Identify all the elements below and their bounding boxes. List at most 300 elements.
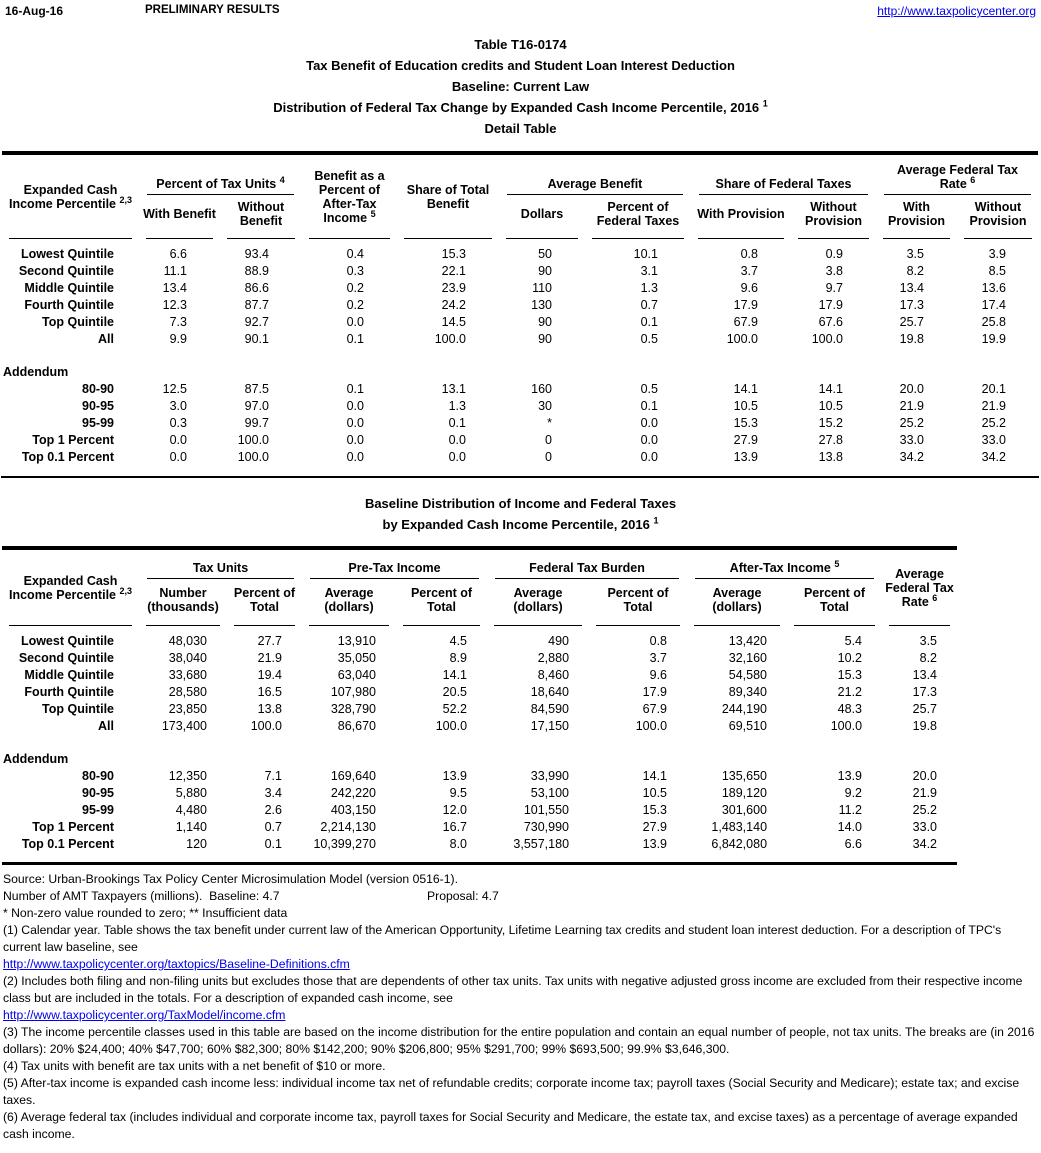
cell-value: 21.9 [912,786,938,800]
table-row [2,701,957,718]
cell-value: 67.9 [642,702,668,716]
cell-value: 4,480 [175,803,207,817]
cell-value: 86.6 [244,281,269,295]
cell-value: 21.9 [257,651,282,665]
cell-value: 10.1 [633,247,658,261]
row-label: Second Quintile [18,651,114,665]
cell-value: 10,399,270 [313,837,376,851]
cell-value: 35,050 [337,651,376,665]
cell-value: 12.3 [162,298,187,312]
cell-value: 14.0 [837,820,863,834]
table-row [2,684,957,701]
footnote-1: (1) Calendar year. Table shows the tax benefit under current law of the American Opportunity, Lifetime Learning tax credits and student loan interest deduction. For a description of TPC's current law baseline, see [3,923,1002,954]
cell-value: 100.0 [434,332,466,346]
cell-value: 13.4 [899,281,924,295]
footnote-ref: 1 [762,98,768,109]
cell-value: 0.8 [740,247,758,261]
cell-value: 0.0 [346,315,364,329]
baseline-title: Baseline: Current Law [451,79,590,94]
addendum-label: Addendum [3,365,69,379]
row-label: Lowest Quintile [20,634,114,648]
amt-proposal: Proposal: 4.7 [427,889,499,903]
cell-value: 12.0 [442,803,468,817]
cell-value: 9.9 [169,332,187,346]
table-row [2,768,957,785]
cell-value: 19.4 [257,668,282,682]
cell-value: 490 [548,634,570,648]
table-row [2,836,957,853]
cell-value: 9.2 [844,786,863,800]
table-row [2,667,957,684]
cell-value: 93.4 [244,247,269,261]
cell-value: 1,483,140 [711,820,768,834]
cell-value: 8.2 [919,651,938,665]
cell-value: 0.7 [264,820,282,834]
cell-value: 16.5 [257,685,282,699]
header-after-tax-income: After-Tax Income $^5$ [687,550,882,579]
cell-value: 3.5 [919,634,938,648]
row-label: All [98,719,114,733]
header-without-provision: Without Provision [791,195,876,239]
cell-value: 15.2 [818,416,843,430]
cell-value: 100.0 [237,433,269,447]
detail-table-title: Detail Table [484,121,557,136]
cell-value: 3.5 [906,247,924,261]
cell-value: 0.1 [346,382,364,396]
cell-value: 169,640 [330,769,376,783]
cell-value: 13.9 [733,450,758,464]
cell-value: 90 [538,264,552,278]
cell-value: 5.4 [844,634,863,648]
cell-value: 0.0 [346,399,364,413]
cell-value: 13.1 [441,382,466,396]
cell-value: 89,340 [728,685,768,699]
table1-body [2,239,1039,348]
cell-value: 0.1 [264,837,282,851]
cell-value: 15.3 [837,668,863,682]
cell-value: 0.9 [825,247,843,261]
cell-value: 19.8 [912,719,938,733]
cell-value: 0.0 [640,433,658,447]
row-label: All [98,332,114,346]
cell-value: 13.9 [642,837,668,851]
cell-value: 120 [186,837,207,851]
footnote-5: (5) After-tax income is expanded cash income less: individual income tax net of refundable credits; corporate income tax; payroll taxes (Social Security and Medicare); estate tax; and excise taxes. [3,1076,1020,1107]
row-label: Fourth Quintile [24,685,114,699]
cell-value: 21.9 [981,399,1006,413]
cell-value: 97.0 [244,399,269,413]
cell-value: 0.3 [346,264,364,278]
table-row [2,314,1039,331]
table-row [2,280,1039,297]
cell-value: 25.7 [899,315,924,329]
header-with-benefit: With Benefit [139,195,220,239]
header-tax-units: Tax Units [139,550,302,579]
cell-value: 1.3 [448,399,466,413]
cell-value: 14.5 [441,315,466,329]
table-row [2,650,957,667]
table-row [2,297,1039,314]
amt-note: Number of AMT Taxpayers (millions). Baseline: 4.7 Proposal: 4.7 [3,889,499,903]
cell-value: 8.2 [906,264,924,278]
cell-value: 9.6 [740,281,758,295]
header-average-federal-tax-rate: Average Federal Tax Rate $^6$ [876,155,1039,195]
footnote-2: (2) Includes both filing and non-filing units but excludes those that are dependents of other tax units. Tax units with negative adjusted gross income are excluded from their respective income class but are included in the totals. For a description of expanded cash income, see [3,974,1023,1005]
table-row [2,432,1039,449]
row-label: 90-95 [82,399,114,413]
cell-value: 24.2 [441,298,466,312]
cell-value: 100.0 [811,332,843,346]
cell-value: 67.9 [733,315,758,329]
cell-value: 34.2 [899,450,924,464]
cell-value: 10.5 [733,399,758,413]
header-average-benefit: Average Benefit [499,155,691,195]
row-label: 95-99 [82,803,114,817]
cell-value: 11.1 [163,264,187,278]
cell-value: 18,640 [530,685,570,699]
row-label: Middle Quintile [24,668,114,682]
cell-value: 87.7 [244,298,269,312]
table-id-title: Table T16-0174 [474,37,567,52]
cell-value: 20.1 [981,382,1006,396]
table-row [2,398,1039,415]
cell-value: 17.9 [642,685,668,699]
cell-value: 17,150 [530,719,570,733]
cell-value: 101,550 [523,803,570,817]
header-percent-of-total: Percent of Total [227,579,302,626]
cell-value: 0.5 [640,332,658,346]
cell-value: 12,350 [168,769,207,783]
cell-value: 15.3 [642,803,668,817]
cell-value: 173,400 [161,719,207,733]
header-with-provision: With Provision [691,195,791,239]
cell-value: 30 [538,399,552,413]
cell-value: 27.9 [733,433,758,447]
cell-value: 54,580 [728,668,768,682]
footnote-3: (3) The income percentile classes used in this table are based on the income distribution for the entire population and contain an equal number of people, not tax units. The breaks are (in 2016 dollars): 20% $24,400; 40% $47,700; 60% $82,300; 80% $142,200; 90% $206,800; 95% $291,700; 99% $693,500; 99.9% $3,646,300. [3,1025,1035,1056]
row-label: Second Quintile [18,264,114,278]
cell-value: 17.3 [899,298,924,312]
row-label: Top Quintile [42,702,114,716]
baseline-table [2,550,957,853]
cell-value: 0.5 [640,382,658,396]
cell-value: 48,030 [168,634,207,648]
table-row [2,331,1039,348]
cell-value: 403,150 [330,803,376,817]
cell-value: 0.1 [448,416,466,430]
legend-note: * Non-zero value rounded to zero; ** Insufficient data [3,906,288,920]
table-row [2,449,1039,466]
cell-value: 19.9 [981,332,1006,346]
cell-value: 27.7 [257,634,282,648]
table1-addendum-body [2,381,1039,466]
cell-value: 34.2 [981,450,1006,464]
cell-value: 100.0 [830,719,863,733]
cell-value: 27.9 [642,820,668,834]
cell-value: 100.0 [435,719,468,733]
cell-value: 242,220 [330,786,376,800]
table-row [2,819,957,836]
cell-value: 90 [538,315,552,329]
cell-value: 13.8 [818,450,843,464]
cell-value: 33.0 [981,433,1006,447]
cell-value: 13.9 [442,769,468,783]
cell-value: 17.3 [912,685,938,699]
source-note: Source: Urban-Brookings Tax Policy Center Microsimulation Model (version 0516-1). [3,872,458,886]
cell-value: 730,990 [523,820,570,834]
header-benefit-pct-after-tax-income: Benefit as a Percent of After-Tax Income $^5$ [302,155,397,239]
table1-addendum-head [2,348,1039,381]
distribution-title: Distribution of Federal Tax Change by Expanded Cash Income Percentile, 2016 $^1$ [273,98,768,115]
cell-value: 189,120 [721,786,768,800]
cell-value: 20.0 [899,382,924,396]
header-income-percentile: Expanded Cash Income Percentile $^{2,3}$ [2,550,139,626]
addendum-label: Addendum [3,752,69,766]
cell-value: 15.3 [441,247,466,261]
cell-value: 21.9 [899,399,924,413]
cell-value: 20.5 [442,685,468,699]
table-row [2,263,1039,280]
cell-value: 0 [545,433,552,447]
cell-value: 5,880 [175,786,207,800]
table-row [2,239,1039,263]
cell-value: 0.1 [640,399,658,413]
cell-value: 27.8 [818,433,843,447]
cell-value: 3.7 [740,264,758,278]
cell-value: 135,650 [721,769,768,783]
cell-value: 1,140 [175,820,207,834]
cell-value: * [547,416,552,430]
cell-value: 11.2 [838,803,863,817]
cell-value: 25.7 [912,702,938,716]
cell-value: 100.0 [237,450,269,464]
income-definition-link[interactable]: http://www.taxpolicycenter.org/TaxModel/income.cfm [3,1008,286,1022]
cell-value: 9.6 [649,668,668,682]
cell-value: 19.8 [899,332,924,346]
cell-value: 23.9 [441,281,466,295]
cell-value: 110 [532,281,552,295]
header-with-provision: With Provision [876,195,957,239]
cell-value: 13.6 [981,281,1006,295]
header-average-federal-tax-rate: Average Federal Tax Rate $^6$ [882,550,957,626]
cell-value: 28,580 [168,685,207,699]
cell-value: 0.8 [649,634,668,648]
cell-value: 0.1 [640,315,658,329]
percentile-title: by Expanded Cash Income Percentile, 2016 $^1$ [382,515,659,532]
row-label: Top 1 Percent [32,820,114,834]
cell-value: 10.5 [642,786,668,800]
cell-value: 67.6 [818,315,843,329]
row-label: Fourth Quintile [24,298,114,312]
header-percent-of-federal-taxes: Percent of Federal Taxes [585,195,691,239]
header-dollars: Dollars [499,195,585,239]
header-federal-tax-burden: Federal Tax Burden [487,550,687,579]
header-number-thousands: Number (thousands) [139,579,227,626]
cell-value: 22.1 [441,264,466,278]
header-average-dollars: Average (dollars) [302,579,396,626]
cell-value: 33.0 [912,820,938,834]
cell-value: 38,040 [168,651,207,665]
header-percent-of-total: Percent of Total [589,579,687,626]
cell-value: 14.1 [818,382,843,396]
cell-value: 25.2 [981,416,1006,430]
row-label: 90-95 [82,786,114,800]
cell-value: 0.0 [169,433,187,447]
header-without-provision: Without Provision [957,195,1039,239]
row-label: Lowest Quintile [20,247,114,261]
cell-value: 33,680 [168,668,207,682]
cell-value: 0.0 [346,433,364,447]
cell-value: 0.2 [346,281,364,295]
top-bar [0,0,1041,20]
cell-value: 2,880 [537,651,570,665]
cell-value: 12.5 [162,382,187,396]
cell-value: 32,160 [728,651,768,665]
table2-title-block [0,493,1041,535]
cell-value: 90.1 [244,332,269,346]
cell-value: 33,990 [530,769,570,783]
cell-value: 16.7 [442,820,468,834]
header-percent-of-total: Percent of Total [396,579,487,626]
cell-value: 4.5 [449,634,468,648]
row-label: 80-90 [82,382,114,396]
row-label: Middle Quintile [24,281,114,295]
cell-value: 0.0 [346,416,364,430]
footnote-6: (6) Average federal tax (includes individual and corporate income tax, payroll taxes for Social Security and Medicare, the estate tax, and excise taxes) as a percentage of average expanded cash income. [3,1110,1018,1141]
baseline-definitions-link[interactable]: http://www.taxpolicycenter.org/taxtopics/Baseline-Definitions.cfm [3,957,350,971]
cell-value: 6.6 [169,247,187,261]
cell-value: 86,670 [337,719,376,733]
cell-value: 3.9 [988,247,1006,261]
cell-value: 0.0 [640,450,658,464]
cell-value: 52.2 [442,702,468,716]
cell-value: 0.0 [448,450,466,464]
cell-value: 34.2 [912,837,938,851]
cell-value: 7.3 [169,315,187,329]
cell-value: 14.1 [642,769,668,783]
cell-value: 0 [545,450,552,464]
cell-value: 8.5 [988,264,1006,278]
cell-value: 13.4 [162,281,187,295]
cell-value: 8.0 [449,837,468,851]
table-row [2,718,957,735]
cell-value: 6,842,080 [711,837,768,851]
table-row [2,626,957,650]
row-label: Top 0.1 Percent [21,837,114,851]
header-without-benefit: Without Benefit [220,195,302,239]
header-percent-of-total: Percent of Total [787,579,882,626]
header-share-of-federal-taxes: Share of Federal Taxes [691,155,876,195]
row-label: Top 1 Percent [32,433,114,447]
cell-value: 14.1 [733,382,758,396]
row-label: 95-99 [82,416,114,430]
cell-value: 3,557,180 [513,837,570,851]
cell-value: 0.2 [346,298,364,312]
cell-value: 21.2 [837,685,863,699]
cell-value: 0.3 [169,416,187,430]
cell-value: 87.5 [244,382,269,396]
cell-value: 107,980 [330,685,376,699]
cell-value: 328,790 [330,702,376,716]
cell-value: 84,590 [530,702,570,716]
header-average-dollars: Average (dollars) [487,579,589,626]
cell-value: 25.2 [912,803,938,817]
cell-value: 13.8 [257,702,282,716]
cell-value: 1.3 [640,281,658,295]
detail-table [2,155,1039,466]
cell-value: 301,600 [721,803,768,817]
row-label: 80-90 [82,769,114,783]
cell-value: 13.9 [837,769,863,783]
cell-value: 0.7 [640,298,658,312]
cell-value: 53,100 [530,786,570,800]
row-label: Top Quintile [42,315,114,329]
header-income-percentile: Expanded Cash Income Percentile $^{2,3}$ [2,155,139,239]
cell-value: 23,850 [168,702,207,716]
cell-value: 3.7 [649,651,668,665]
cell-value: 10.5 [818,399,843,413]
cell-value: 14.1 [442,668,468,682]
cell-value: 15.3 [733,416,758,430]
cell-value: 33.0 [899,433,924,447]
cell-value: 0.0 [169,450,187,464]
cell-value: 9.7 [825,281,843,295]
report-date: 16-Aug-16 [5,4,64,18]
cell-value: 130 [531,298,552,312]
table-row [2,802,957,819]
table2-addendum-body [2,768,957,853]
row-label: Top 0.1 Percent [21,450,114,464]
cell-value: 100.0 [635,719,668,733]
cell-value: 50 [538,247,552,261]
cell-value: 48.3 [837,702,863,716]
cell-value: 3.4 [264,786,282,800]
cell-value: 20.0 [912,769,938,783]
cell-value: 90 [538,332,552,346]
table2-bottom-rule [2,862,957,865]
cell-value: 2,214,130 [320,820,376,834]
table2-addendum-head [2,735,957,768]
tpc-site-link[interactable]: http://www.taxpolicycenter.org [877,4,1036,18]
cell-value: 17.9 [733,298,758,312]
table2-body [2,626,957,735]
cell-value: 100.0 [726,332,758,346]
cell-value: 13,420 [728,634,768,648]
cell-value: 7.1 [264,769,282,783]
cell-value: 88.9 [244,264,269,278]
header-pre-tax-income: Pre-Tax Income [302,550,487,579]
cell-value: 3.0 [169,399,187,413]
header-percent-of-tax-units: Percent of Tax Units $^4$ [139,155,302,195]
cell-value: 2.6 [264,803,282,817]
cell-value: 100.0 [250,719,282,733]
cell-value: 3.1 [640,264,658,278]
cell-value: 9.5 [449,786,468,800]
cell-value: 160 [531,382,552,396]
cell-value: 8.9 [449,651,468,665]
table-subject-title: Tax Benefit of Education credits and Student Loan Interest Deduction [306,58,735,73]
baseline-distribution-title: Baseline Distribution of Income and Federal Taxes [364,496,677,511]
cell-value: 244,190 [721,702,768,716]
cell-value: 99.7 [244,416,269,430]
cell-value: 0.0 [640,416,658,430]
cell-value: 0.0 [346,450,364,464]
cell-value: 13.4 [912,668,938,682]
cell-value: 0.1 [346,332,364,346]
cell-value: 25.2 [899,416,924,430]
cell-value: 17.9 [818,298,843,312]
header-share-of-total-benefit: Share of Total Benefit [397,155,499,239]
